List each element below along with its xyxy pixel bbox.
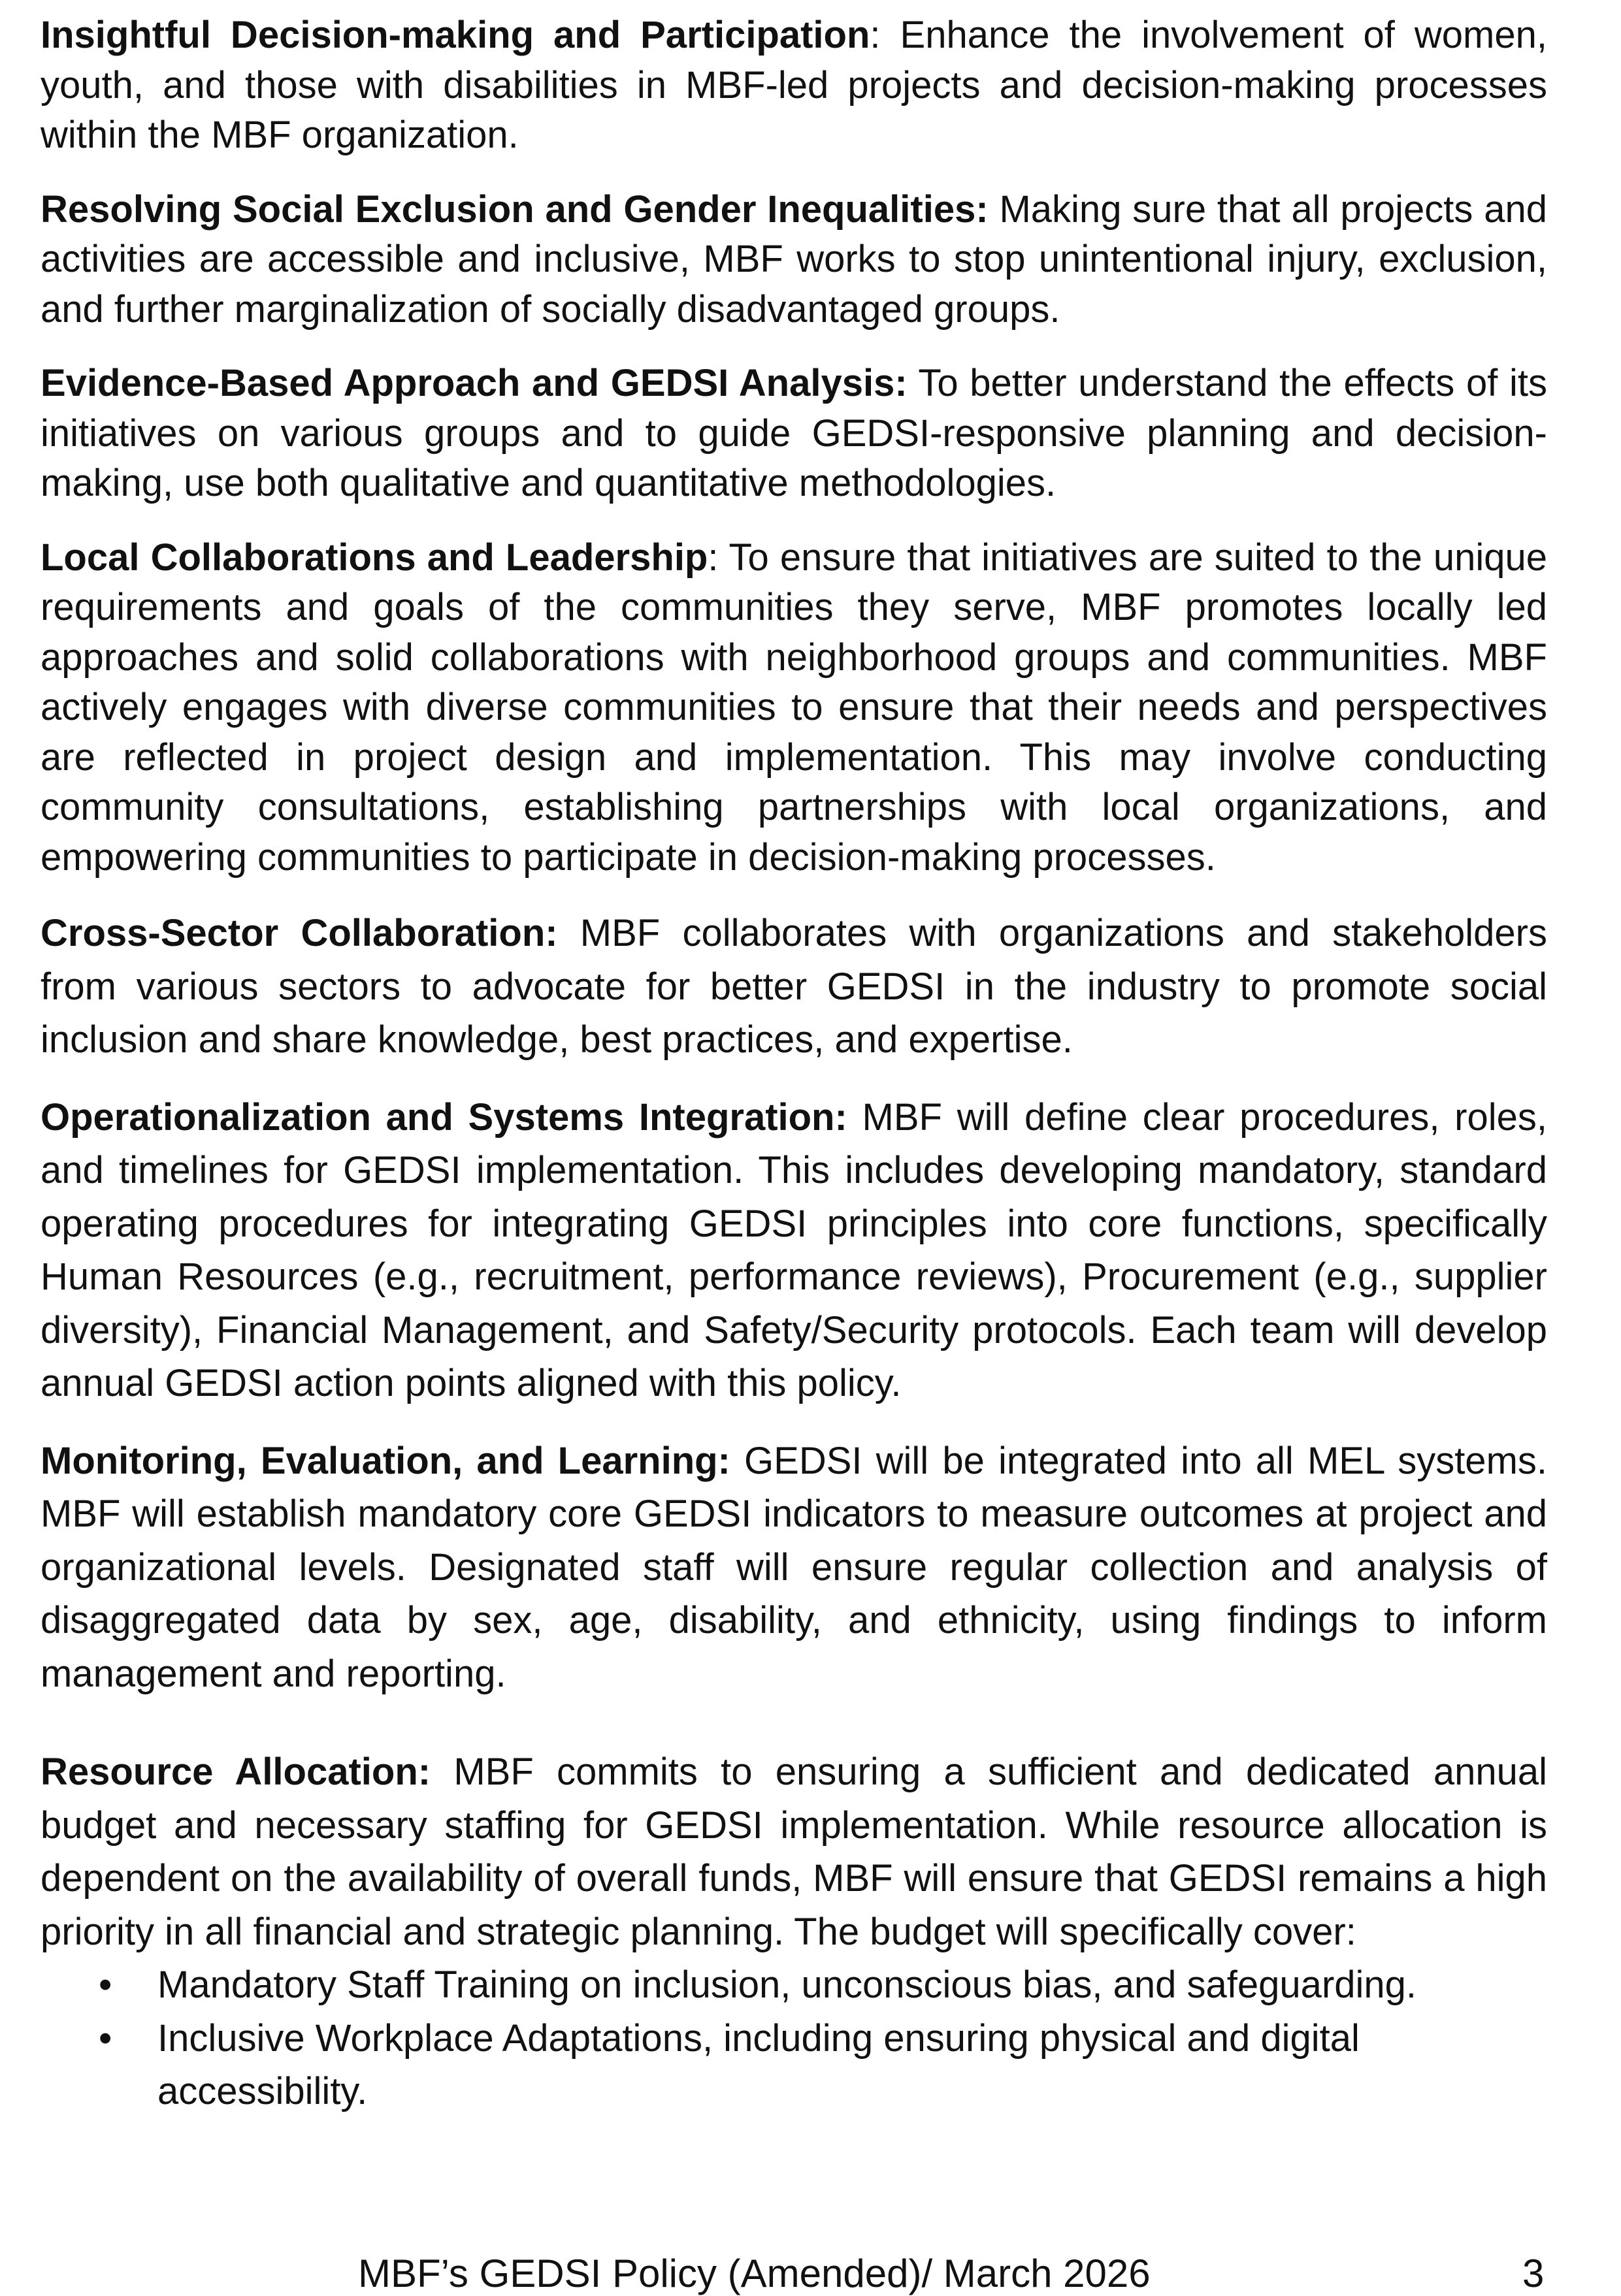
section-paragraph (41, 1745, 1547, 1958)
page-number: 3 (1522, 2252, 1545, 2295)
section-heading: Local Collaborations and Leadership (41, 536, 708, 579)
section-heading: Cross-Sector Collaboration: (41, 912, 558, 954)
bullet-marker: • (99, 1964, 112, 2006)
bullet-marker: • (99, 2016, 112, 2060)
section-paragraph (41, 10, 1547, 161)
section-paragraph (41, 533, 1547, 883)
section-text: Making sure that all projects and activities are accessible and inclusive, MBF works to stop unintentional injury, exclusion, and further marginalization of socially disadvantaged groups. (41, 187, 1547, 331)
section-paragraph (41, 1091, 1547, 1410)
section-paragraph (41, 185, 1547, 335)
section-paragraph (41, 907, 1547, 1067)
section-text: To better understand the effects of its initiatives on various groups and to guide GEDSI-responsive planning and decision-making, use both qualitative and quantitative methodologies. (41, 362, 1548, 504)
bullet-text: Mandatory Staff Training on inclusion, unconscious bias, and safeguarding. (157, 1964, 1417, 2006)
section-text: MBF commits to ensuring a sufficient and dedicated annual budget and necessary staffing for GEDSI implementation. While resource allocation is dependent on the availability of overall funds, MBF will ensure that GEDSI remains a high priority in all financial and strategic planning. The budget will specifically cover: (41, 1751, 1547, 1953)
section-paragraph (41, 359, 1547, 509)
bullet-item (41, 1958, 1432, 2012)
section-paragraph (41, 1434, 1547, 1701)
body-text (41, 10, 1547, 2118)
section-heading: Evidence-Based Approach and GEDSI Analysis: (41, 362, 908, 404)
bullet-item (41, 2012, 1432, 2118)
section-heading: Resource Allocation: (41, 1751, 431, 1793)
section-text: MBF collaborates with organizations and stakeholders from various sectors to advocate for better GEDSI in the industry to promote social inclusion and share knowledge, best practices, and expertise. (41, 912, 1547, 1061)
section-heading: Resolving Social Exclusion and Gender Inequalities: (41, 187, 989, 231)
section-text: MBF will define clear procedures, roles, and timelines for GEDSI implementation. This includes developing mandatory, standard operating procedures for integrating GEDSI principles into core functions, specifically Human Resources (e.g., recruitment, performance reviews), Procurement (e.g., supplier diversity), Financial Management, and Safety/Security protocols. Each team will develop annual GEDSI action points aligned with this policy. (41, 1095, 1547, 1404)
section-heading: Insightful Decision-making and Participation (41, 14, 870, 56)
footer-title: MBF’s GEDSI Policy (Amended)/ March 2026 (358, 2252, 1151, 2295)
section-heading: Operationalization and Systems Integration: (41, 1095, 847, 1139)
section-heading: Monitoring, Evaluation, and Learning: (41, 1439, 730, 1482)
bullet-text: Inclusive Workplace Adaptations, including ensuring physical and digital accessibility. (157, 2016, 1360, 2112)
section-text: : Enhance the involvement of women, youth, and those with disabilities in MBF-led projects and decision-making processes within the MBF organization. (41, 14, 1547, 156)
section-text: : To ensure that initiatives are suited to the unique requirements and goals of the communities they serve, MBF promotes locally led approaches and solid collaborations with neighborhood groups and communities. MBF actively engages with diverse communities to ensure that their needs and perspectives are reflected in project design and implementation. This may involve conducting community consultations, establishing partnerships with local organizations, and empowering communities to participate in decision-making processes. (41, 536, 1547, 879)
section-text: GEDSI will be integrated into all MEL systems. MBF will establish mandatory core GEDSI indicators to measure outcomes at project and organizational levels. Designated staff will ensure regular collection and analysis of disaggregated data by sex, age, disability, and ethnicity, using findings to inform management and reporting. (41, 1439, 1547, 1695)
budget-bullet-list (41, 1958, 1547, 2118)
